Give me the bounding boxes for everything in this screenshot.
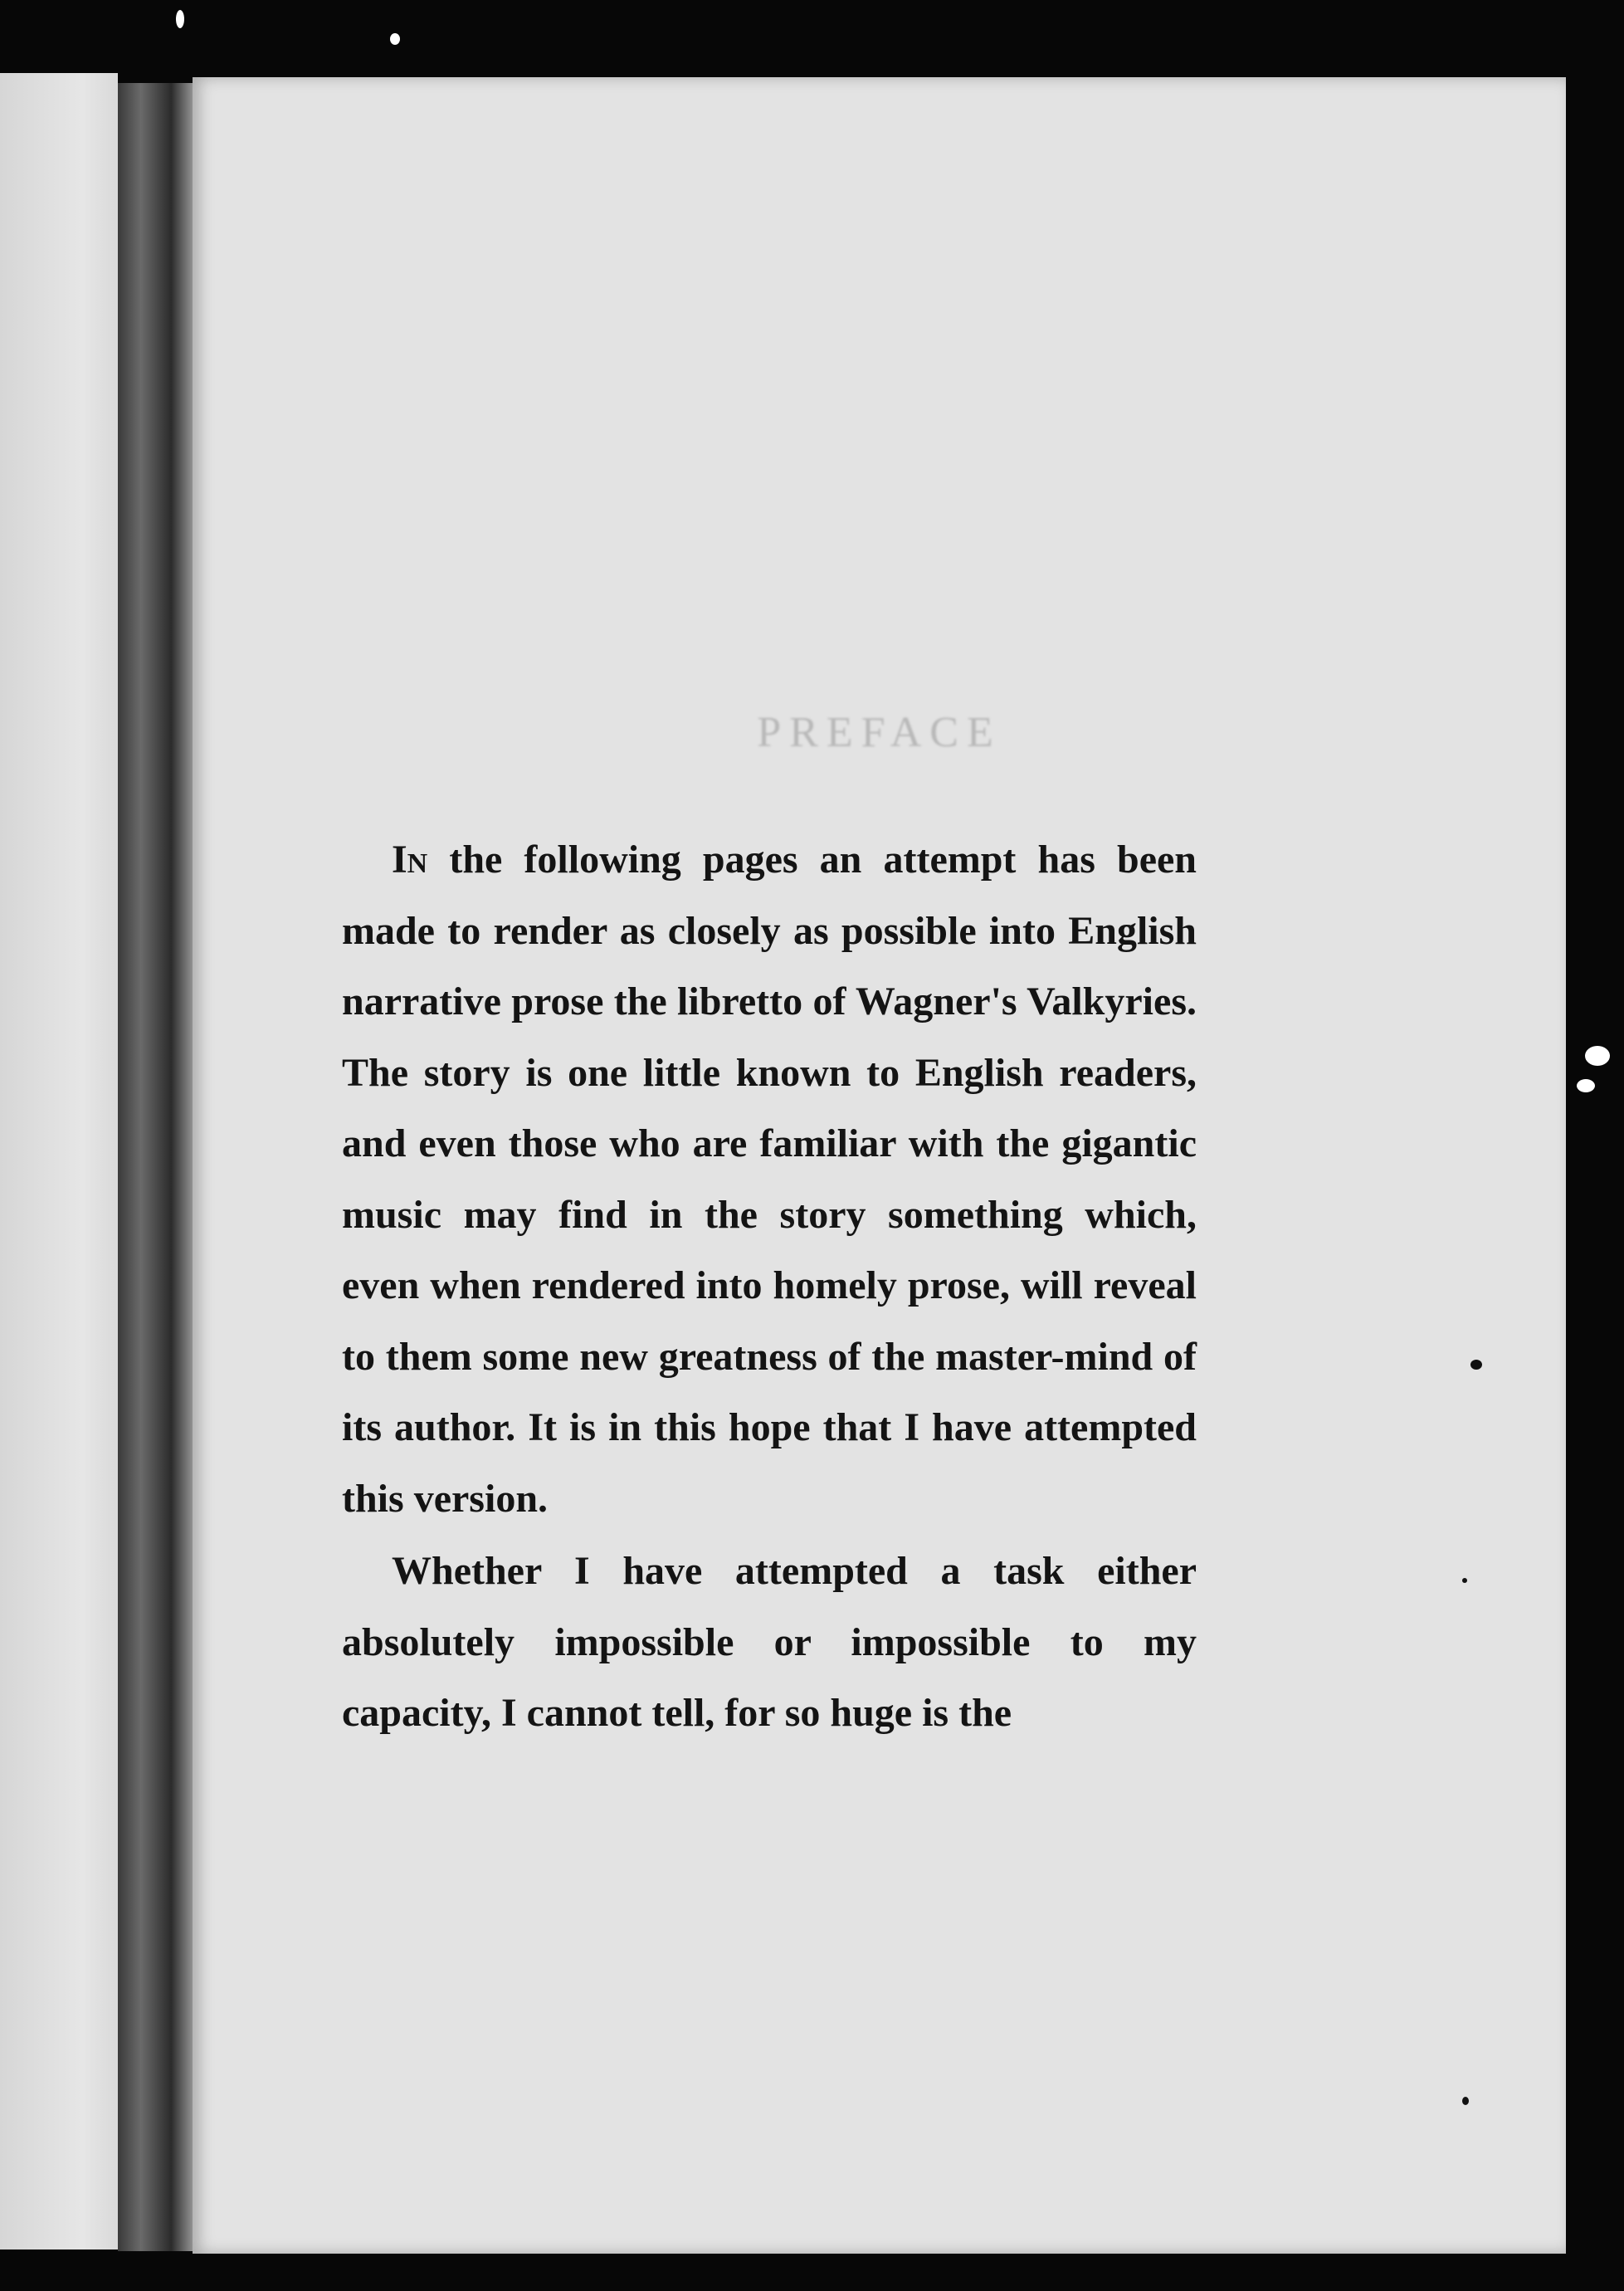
- dust-speck: [1577, 1079, 1595, 1092]
- paragraph-1-text: the following pages an attempt has been made to render as closely as possible into English narrative prose the libretto of Wagner's Valkyries. The story is one little known to English readers, and even those who are familiar with the gigantic music may find in the story something which, even when rendered into homely prose, will reveal to them some new greatness of the master-mind of its author. It is in this hope that I have attempted this version.: [342, 838, 1197, 1521]
- paragraph-2-text: Whether I have attempted a task either absolutely impossible or impossible to my capacity, I cannot tell, for so huge is the: [342, 1549, 1197, 1735]
- drop-word: In: [392, 838, 428, 882]
- dust-speck: [176, 10, 184, 28]
- dust-speck: [1585, 1046, 1610, 1066]
- paragraph-1: [342, 824, 1197, 1534]
- dust-speck: [390, 33, 400, 45]
- ink-speck: [1470, 1360, 1482, 1370]
- book-page: [193, 77, 1566, 2254]
- ink-speck: [1462, 1578, 1467, 1583]
- page-title: PREFACE: [757, 709, 1002, 756]
- facing-page-edge: [0, 73, 118, 2249]
- ink-speck: [1462, 2097, 1469, 2105]
- body-text: [342, 824, 1197, 1749]
- gutter-shadow: [118, 83, 194, 2251]
- paragraph-2: [342, 1536, 1197, 1749]
